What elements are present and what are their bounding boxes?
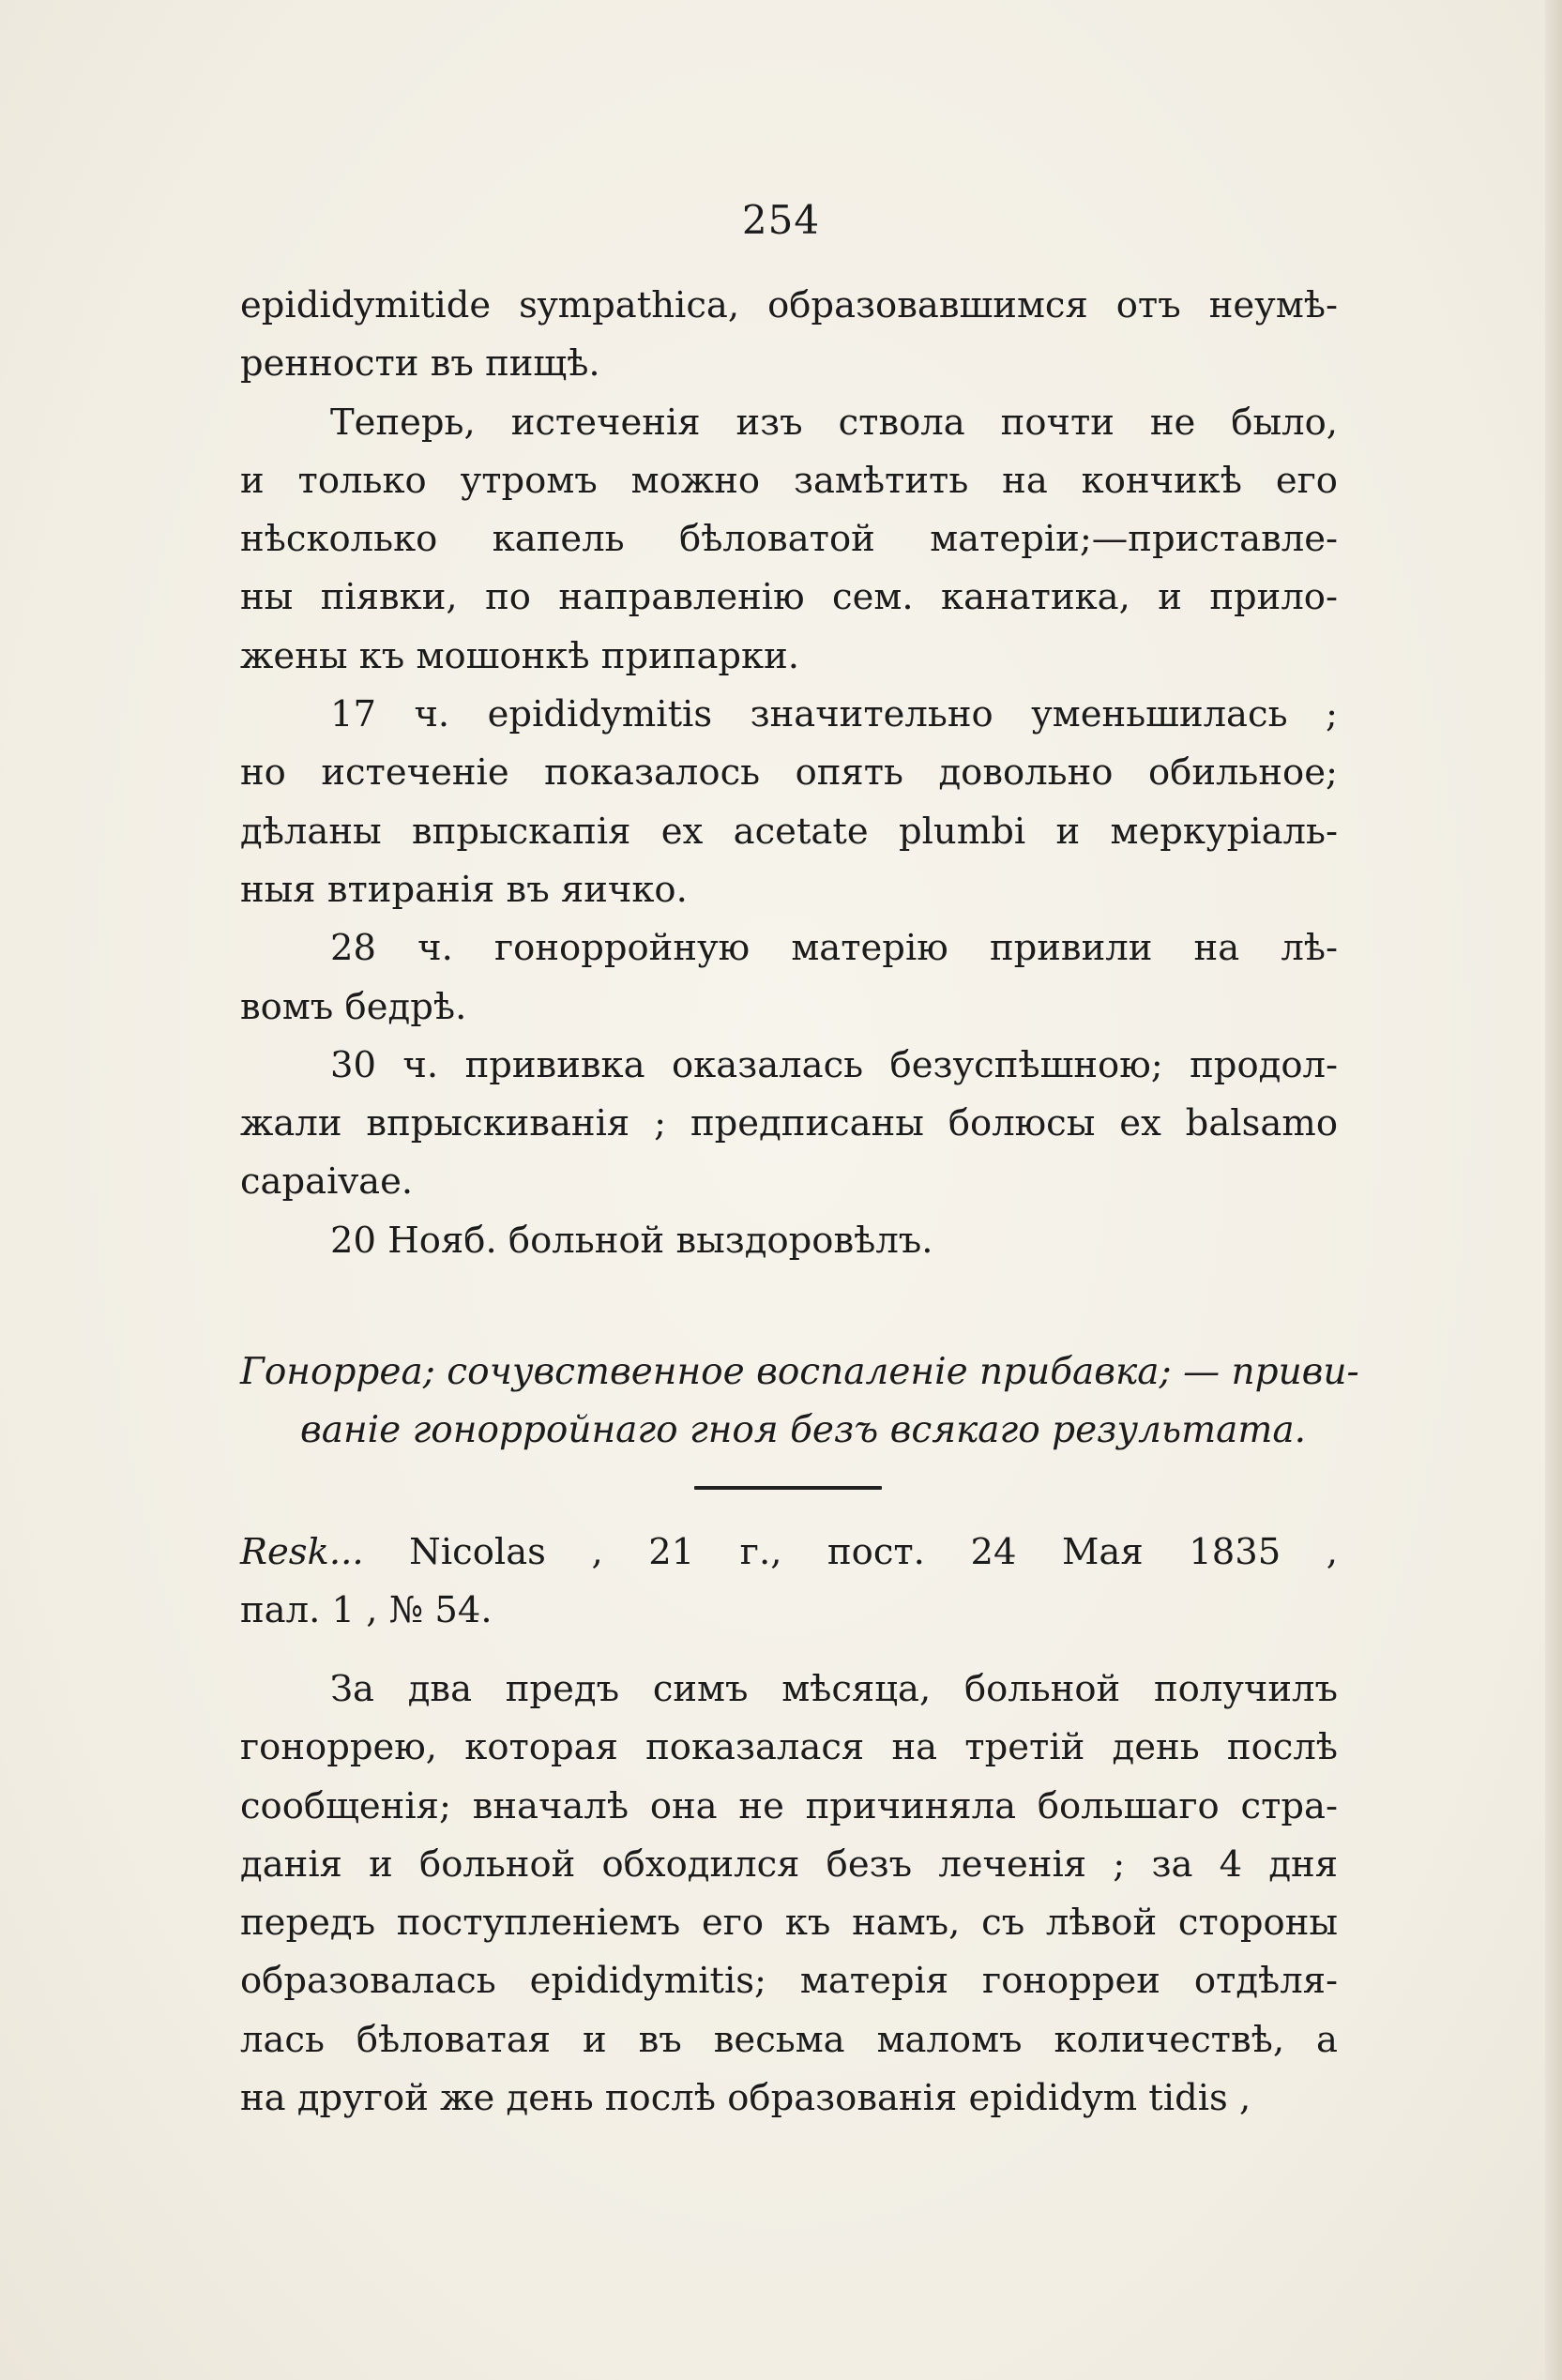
top-p1-line-4: жены къ мошонкѣ припарки. [240, 634, 799, 677]
top-p4-line-1: жали впрыскиванія ; предписаны болюсы ex balsamo [240, 1102, 1338, 1145]
top-p2-line-1: но истеченіе показалось опять довольно обильное; [240, 751, 1338, 795]
top-p3-line-1: вомъ бедрѣ. [240, 985, 467, 1028]
top-p0-line-0: epididymitide sympathica, образовавшимся отъ неумѣ- [240, 284, 1338, 326]
page-edge-shadow [1545, 0, 1562, 2380]
case-header [240, 1524, 1338, 1641]
top-p2-line-0: 17 ч. epididymitis значительно уменьшилась ; [330, 693, 1338, 736]
top-p5-line-0: 20 Нояб. больной выздоровѣлъ. [330, 1219, 933, 1262]
top-p1-line-2: нѣсколько капель бѣловатой матеріи;—приставле- [240, 518, 1338, 561]
bottom-p0-line-4: передъ поступленіемъ его къ намъ, съ лѣвой стороны [240, 1902, 1338, 1945]
top-p0-line-1: ренности въ пищѣ. [240, 342, 600, 386]
bottom-p0-line-7: на другой же день послѣ образованія epididym tidis , [240, 2077, 1251, 2120]
top-p3-line-0: 28 ч. гонорройную матерію привили на лѣ- [330, 927, 1338, 970]
case-header-line-1 [240, 1524, 1338, 1582]
patient-name: Resk... [240, 1531, 364, 1573]
top-p1-line-0: Теперь, истеченія изъ ствола почти не было, [330, 401, 1338, 444]
text-block-bottom [240, 1660, 1338, 2128]
top-p1-line-3: ны піявки, по направленію сем. канатика, и прило- [240, 576, 1338, 619]
patient-details: Nicolas , 21 г., пост. 24 Мая 1835 , [409, 1531, 1338, 1573]
top-p4-line-0: 30 ч. прививка оказалась безуспѣшною; продол- [330, 1043, 1338, 1086]
section-divider [694, 1486, 882, 1490]
case-header-line-2: пал. 1 , № 54. [240, 1589, 493, 1632]
section-heading [240, 1343, 1359, 1461]
bottom-p0-line-2: сообщенія; вначалѣ она не причиняла большаго стра- [240, 1784, 1338, 1827]
bottom-p0-line-6: лась бѣловатая и въ весьма маломъ количествѣ, а [240, 2018, 1338, 2061]
bottom-p0-line-0: За два предъ симъ мѣсяца, больной получилъ [330, 1668, 1338, 1710]
page-number: 254 [741, 197, 821, 243]
top-p2-line-3: ныя втиранія въ яичко. [240, 868, 688, 911]
top-p4-line-2: capaivae. [240, 1160, 414, 1204]
bottom-p0-line-5: образовалась epididymitis; матерія гонорреи отдѣля- [240, 1960, 1338, 2003]
bottom-p0-line-3: данія и больной обходился безъ леченія ; за 4 дня [240, 1842, 1338, 1886]
top-p1-line-1: и только утромъ можно замѣтить на кончикѣ его [240, 459, 1338, 502]
text-block-top [240, 277, 1338, 1270]
heading-line-1: ваніе гонорройнаго гноя безъ всякаго результата. [300, 1409, 1307, 1452]
bottom-p0-line-1: гоноррею, которая показалася на третій день послѣ [240, 1726, 1338, 1769]
heading-line-0: Гонорреа; сочувственное воспаленіе прибавка; — приви- [240, 1351, 1359, 1393]
top-p2-line-2: дѣланы впрыскапія ex acetate plumbi и меркуріаль- [240, 810, 1338, 853]
